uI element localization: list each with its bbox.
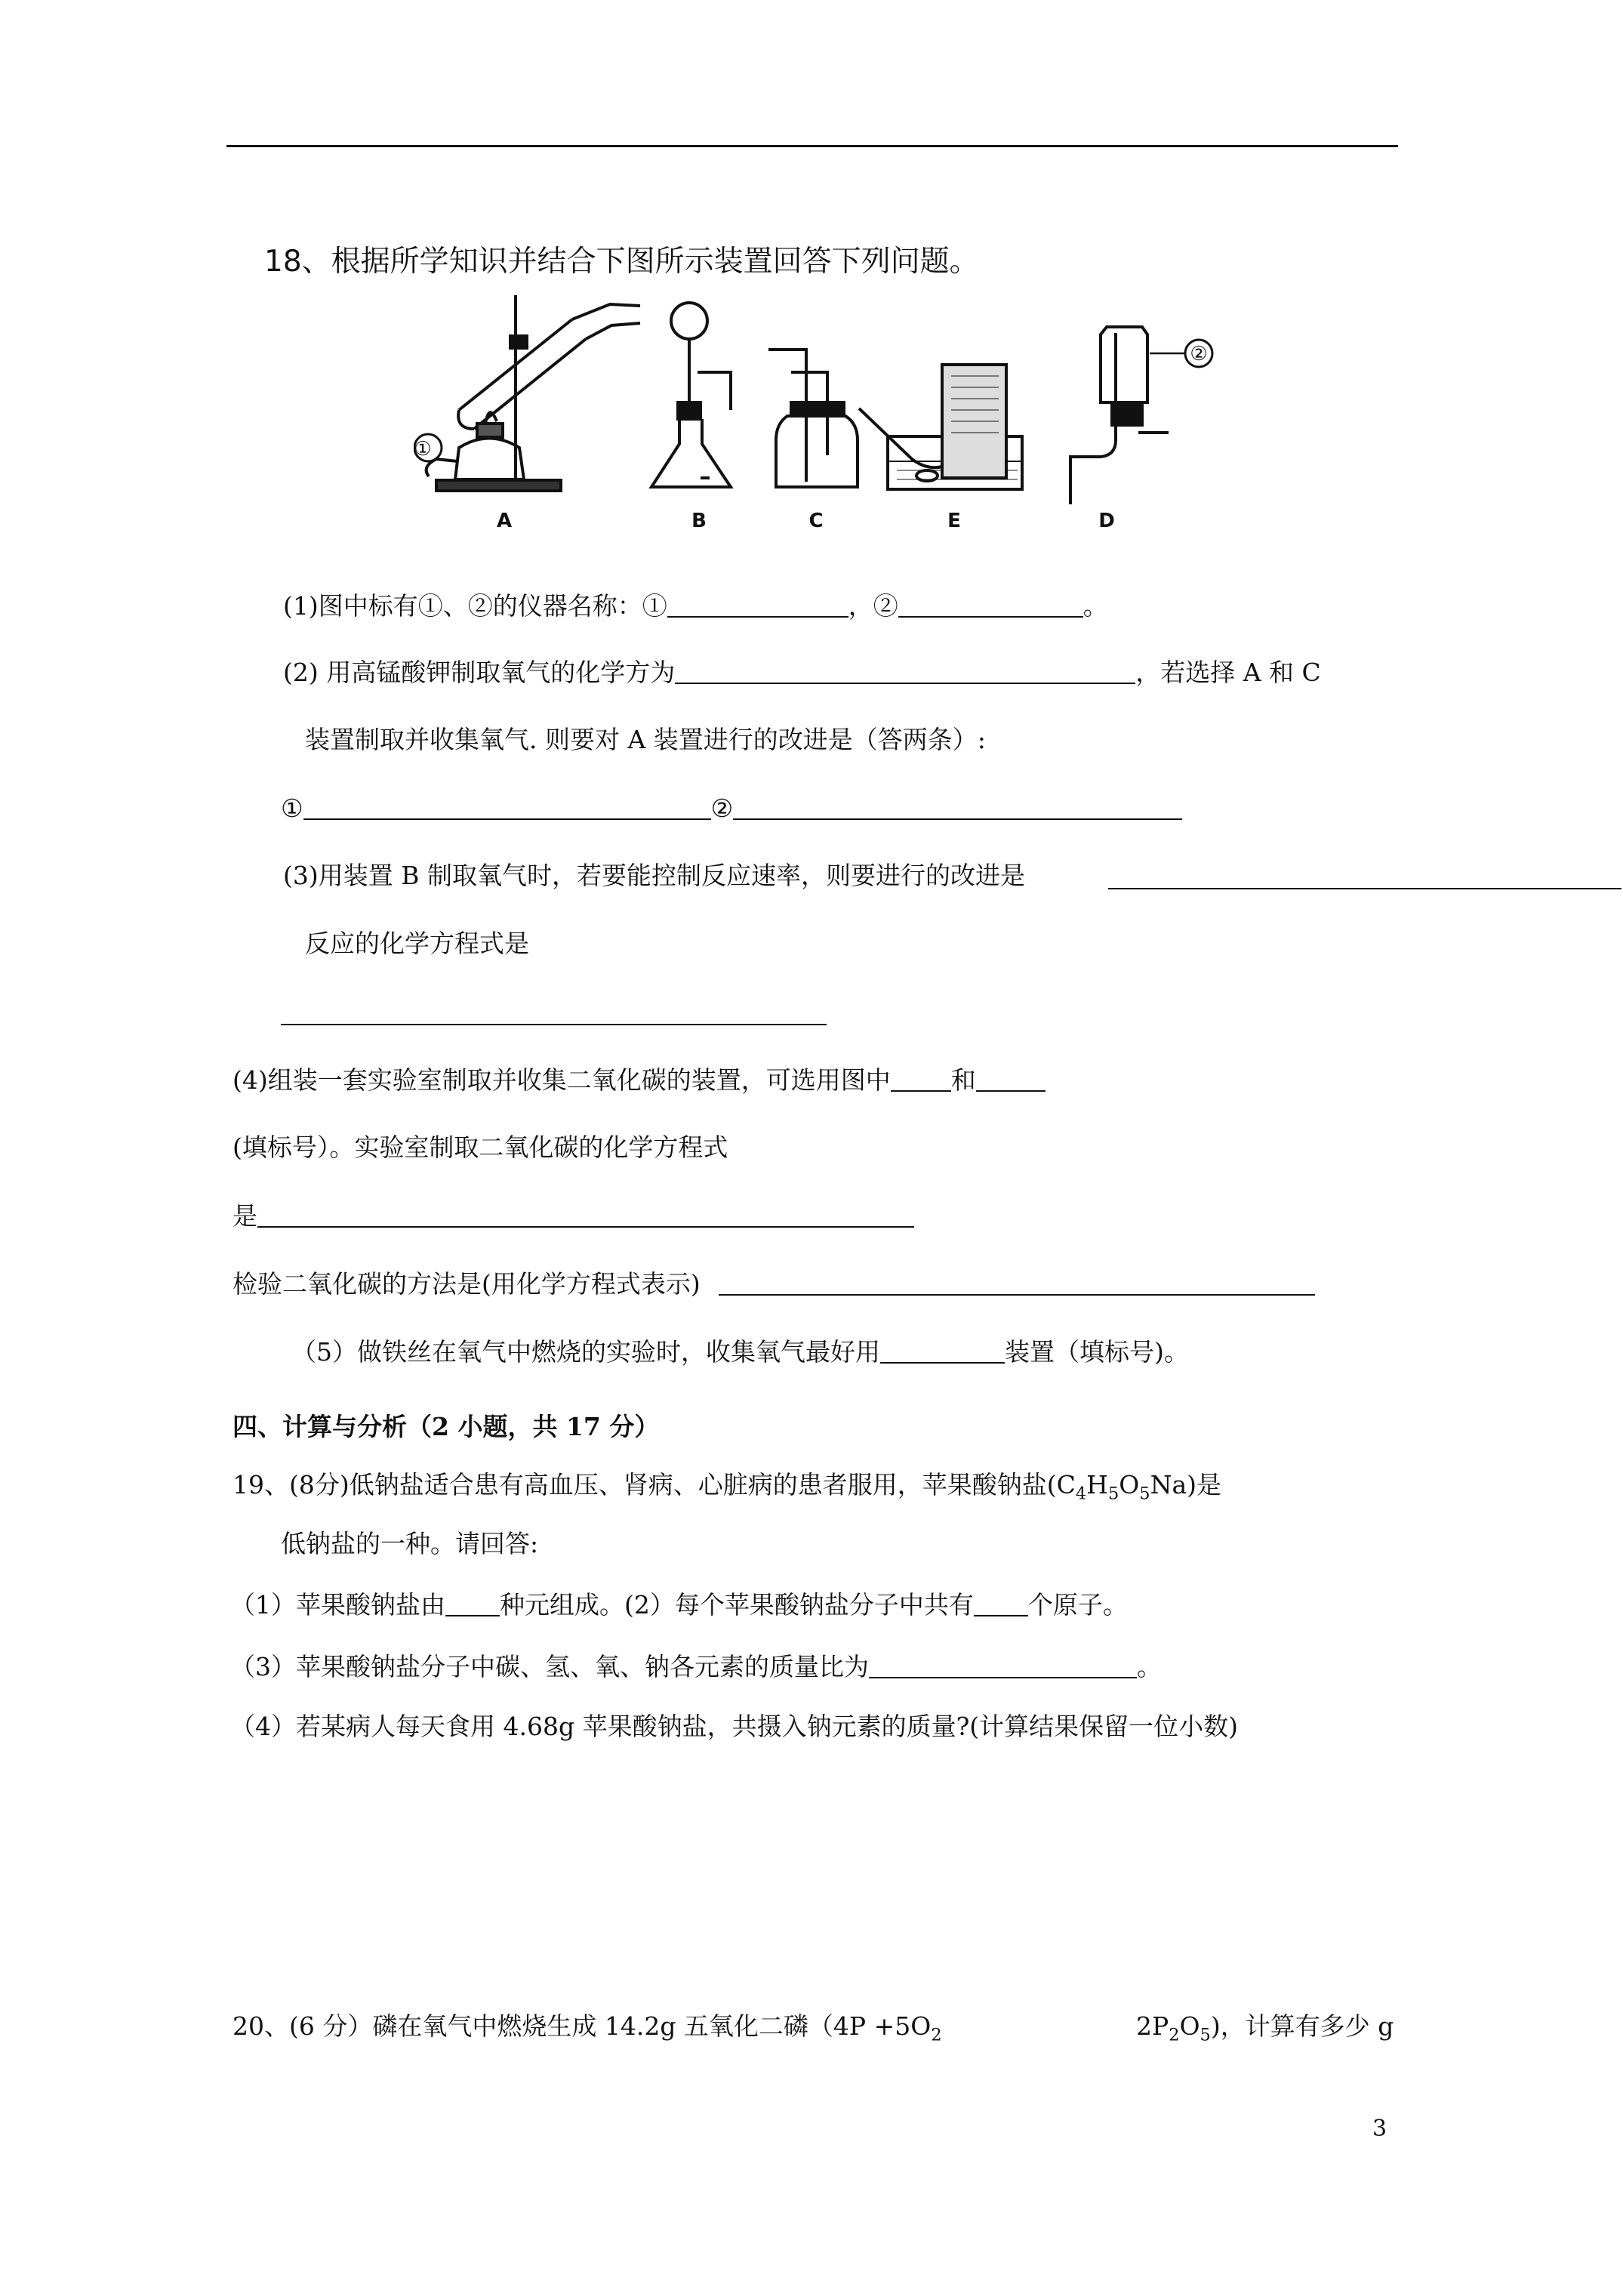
q19-sub-1: 4 <box>1075 1484 1087 1504</box>
answer-blank-13[interactable] <box>445 1588 500 1616</box>
q18-part4-check-text: 检验二氧化碳的方法是(用化学方程式表示) <box>233 1269 701 1299</box>
q19-sub4: （4）若某病人每天食用 4.68g 苹果酸钠盐，共摄入钠元素的质量?(计算结果保留一位小数) <box>230 1712 1239 1741</box>
q20-sub-2: 2 <box>1169 2025 1180 2045</box>
q18-part4-and: 和 <box>950 1065 976 1095</box>
q18-part4-is-text: 是 <box>233 1201 257 1231</box>
q18-part1-text: (1)图中标有①、②的仪器名称：① <box>283 591 667 621</box>
apparatus-c <box>768 350 858 487</box>
q18-part5-text: （5）做铁丝在氧气中燃烧的实验时，收集氧气最好用 <box>291 1337 880 1367</box>
q19-sub-3: 5 <box>1139 1484 1150 1504</box>
apparatus-e <box>859 365 1022 489</box>
section-4-title: 四、计算与分析（2 小题，共 17 分） <box>233 1412 660 1441</box>
q18-part4-check <box>233 1267 1315 1301</box>
label-a: A <box>496 510 513 532</box>
q18-part1 <box>283 589 1108 623</box>
q19-formula-o: O <box>1119 1470 1140 1499</box>
q19-s1c: 个原子。 <box>1027 1590 1128 1620</box>
q18-part3-text: (3)用装置 B 制取氧气时，若要能控制反应速率，则要进行的改进是 <box>283 861 1025 890</box>
answer-blank-7[interactable] <box>281 1024 827 1025</box>
q19-sub-2: 5 <box>1107 1484 1119 1504</box>
q18-part5 <box>291 1335 1189 1369</box>
q20-sub-1: 2 <box>931 2025 942 2045</box>
q19-s3-end: 。 <box>1137 1652 1162 1681</box>
answer-blank-2[interactable] <box>898 589 1083 618</box>
q18-part3-cont: 反应的化学方程式是 <box>305 929 529 958</box>
answer-blank-10[interactable] <box>257 1199 914 1228</box>
label-e: E <box>947 510 961 532</box>
answer-blank-1[interactable] <box>667 589 848 618</box>
q18-part2-tail: ，若选择 A 和 C <box>1135 658 1321 687</box>
q18-part3 <box>283 859 1025 892</box>
q18-title: 18、根据所学知识并结合下图所示装置回答下列问题。 <box>264 245 979 279</box>
label-d: D <box>1098 510 1115 532</box>
answer-blank-4[interactable] <box>303 791 711 820</box>
q19-sub3 <box>230 1650 1162 1684</box>
q18-part4-text: (4)组装一套实验室制取并收集二氧化碳的装置，可选用图中 <box>233 1065 891 1095</box>
q19-line1-pre: 19、(8分)低钠盐适合患有高血压、肾病、心脏病的患者服用，苹果酸钠盐(C <box>233 1470 1076 1499</box>
q20-post: )，计算有多少 g <box>1210 2011 1394 2041</box>
q18-part1-end: 。 <box>1083 591 1108 621</box>
q18-part4-cont: (填标号）。实验室制取二氧化碳的化学方程式 <box>233 1133 728 1162</box>
q19-formula-h: H <box>1086 1470 1108 1499</box>
q19-s3: （3）苹果酸钠盐分子中碳、氢、氧、钠各元素的质量比为 <box>230 1652 869 1681</box>
q20-sub-3: 5 <box>1200 2025 1211 2045</box>
q20-pre: 20、(6 分）磷在氧气中燃烧生成 14.2g 五氧化二磷（4P +5O <box>233 2011 932 2041</box>
q18-part2-answers <box>281 791 1182 825</box>
answer-blank-14[interactable] <box>974 1588 1028 1616</box>
answer-blank-9[interactable] <box>976 1063 1046 1092</box>
q20-line1 <box>233 2010 942 2043</box>
q20-line1-right <box>1136 2010 1394 2043</box>
answer-blank-15[interactable] <box>869 1650 1137 1678</box>
label-b: B <box>691 510 707 532</box>
q18-part4-is <box>233 1199 914 1233</box>
q19-line1-post: Na)是 <box>1150 1470 1221 1499</box>
page-number: 3 <box>1372 2116 1387 2142</box>
q20-o: O <box>1179 2011 1200 2041</box>
q18-part2-m2: ② <box>710 794 734 823</box>
q18-part2 <box>283 655 1321 689</box>
q18-part2-text: (2) 用高锰酸钾制取氧气的化学方为 <box>283 658 676 687</box>
label-c: C <box>808 510 824 532</box>
answer-blank-8[interactable] <box>891 1063 951 1092</box>
answer-blank-11[interactable] <box>719 1267 1315 1296</box>
q19-sub12 <box>230 1588 1128 1622</box>
answer-blank-5[interactable] <box>733 791 1182 820</box>
apparatus-a <box>427 295 640 491</box>
q18-part4 <box>233 1063 1046 1097</box>
q18-part2-cont: 装置制取并收集氧气. 则要对 A 装置进行的改进是（答两条）: <box>305 725 986 754</box>
q19-line1 <box>233 1469 1221 1502</box>
marker-1: ① <box>414 438 432 461</box>
apparatus-b <box>651 303 731 487</box>
marker-2: ② <box>1190 343 1208 365</box>
q19-line2: 低钠盐的一种。请回答: <box>281 1529 539 1558</box>
q19-s1a: （1）苹果酸钠盐由 <box>230 1590 445 1620</box>
apparatus-figure <box>414 289 1289 538</box>
answer-blank-6[interactable] <box>1108 888 1621 889</box>
q19-s1b: 种元组成。(2）每个苹果酸钠盐分子中共有 <box>500 1590 974 1620</box>
q20-mid: 2P <box>1136 2011 1169 2041</box>
q18-part1-mid: ，② <box>848 591 898 621</box>
header-rule <box>226 145 1398 147</box>
q18-part5-tail: 装置（填标号)。 <box>1005 1337 1189 1367</box>
answer-blank-3[interactable] <box>675 655 1135 684</box>
answer-blank-12[interactable] <box>880 1335 1005 1364</box>
q18-part2-m1: ① <box>281 794 303 823</box>
